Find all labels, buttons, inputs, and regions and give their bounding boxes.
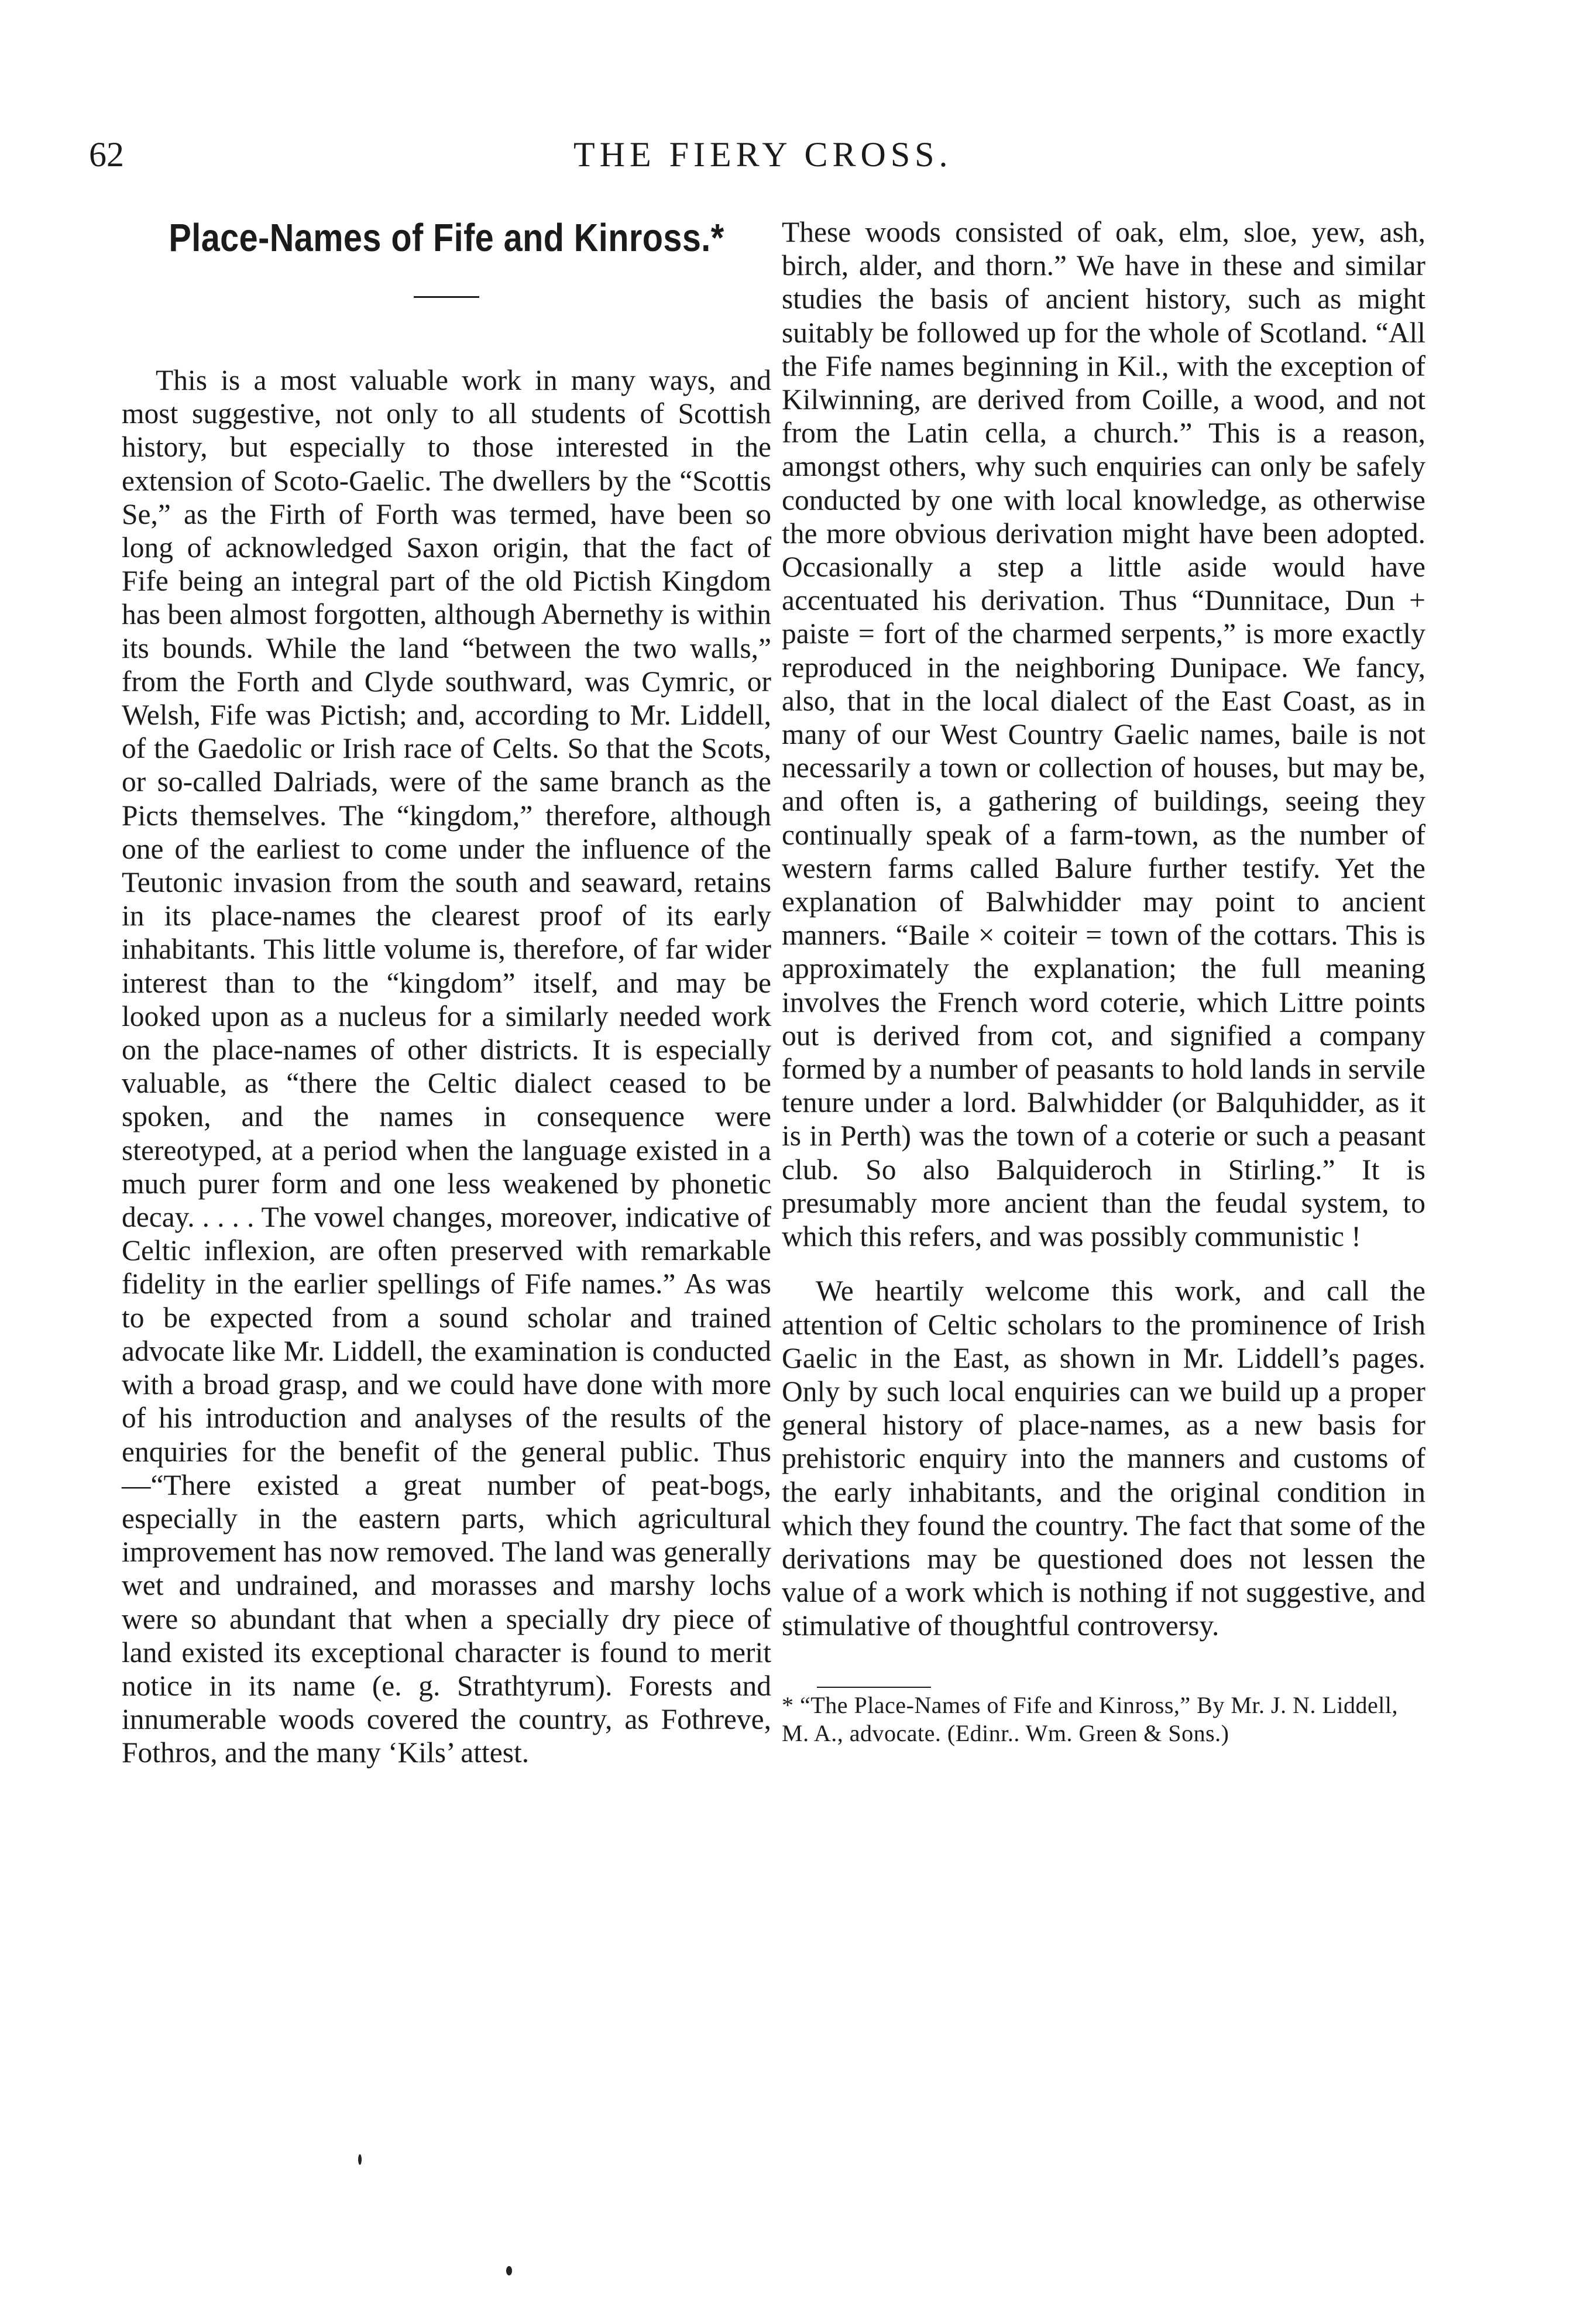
footnote: * “The Place-Names of Fife and Kinross,” By Mr. J. N. Liddell, M. A., advocate. (Edinr.. Wm. Green & Sons.) [782,1691,1399,1746]
body-paragraph: This is a most valuable work in many ways, and most suggestive, not only to all students of Scottish history, but especially to those interested in the extension of Scoto-Gaelic. The dwellers by the “Scottis Se,” as the Firth of Forth was termed, have been so long of acknowledged Saxon origin, that the fact of Fife being an integral part of the old Pictish Kingdom has been almost forgotten, although Abernethy is within its bounds. While the land “between the two walls,” from the Forth and Clyde southward, was Cymric, or Welsh, Fife was Pictish; and, according to Mr. Liddell, of the Gaedolic or Irish race of Celts. So that the Scots, or so-called Dalriads, were of the same branch as the Picts themselves. The “kingdom,” therefore, although one of the earliest to come under the influence of the Teutonic invasion from the south and seaward, retains in its place-names the clearest proof of its early inhabitants. This little volume is, therefore, of far wider interest than to the “kingdom” itself, and may be looked upon as a nucleus for a similarly needed work on the place-names of other districts. It is especially valuable, as “there the Celtic dialect ceased to be spoken, and the names in consequence were stereotyped, at a period when the language existed in a much purer form and one less weakened by phonetic decay. . . . . The vowel changes, moreover, indicative of Celtic inflexion, are often preserved with remarkable fidelity in the earlier spellings of Fife names.” As was to be expected from a sound scholar and trained advocate like Mr. Liddell, the examination is conducted with a broad grasp, and we could have done with more of his introduction and analyses of the results of the enquiries for the benefit of the general public. Thus—“There existed a great number of peat-bogs, especially in the eastern parts, which agricultural improvement has now removed. The land was generally wet and undrained, and morasses and marshy lochs were so abundant that when a specially dry piece of land existed its exceptional character is found to merit notice in its name (e. g. Strathtyrum). Forests and innumerable woods covered the country, as Fothreve, Fothros, and the many ‘Kils’ attest. [122,364,771,1769]
body-paragraph: We heartily welcome this work, and call the attention of Celtic scholars to the prominence of Irish Gaelic in the East, as shown in Mr. Liddell’s pages. Only by such local enquiries can we build up a proper general history of place-names, as a new basis for prehistoric enquiry into the manners and customs of the early inhabitants, and the original condition in which they found the country. The fact that some of the derivations may be questioned does not lessen the value of a work which is nothing if not suggestive, and stimulative of thoughtful controversy. [782,1275,1425,1642]
ink-speck [506,2266,512,2275]
left-column [122,215,771,1770]
footnote-rule [817,1687,931,1688]
ink-speck [358,2154,362,2165]
article-title: Place-Names of Fife and Kinross.* [169,216,724,260]
title-rule [414,296,479,298]
body-paragraph: These woods consisted of oak, elm, sloe, yew, ash, birch, alder, and thorn.” We have in these and similar studies the basis of ancient history, such as might suitably be followed up for the whole of Scotland. “All the Fife names beginning in Kil., with the exception of Kilwinning, are derived from Coille, a wood, and not from the Latin cella, a church.” This is a reason, amongst others, why such enquiries can only be safely conducted by one with local knowledge, as otherwise the more obvious derivation might have been adopted. Occasionally a step a little aside would have accentuated his derivation. Thus “Dunnitace, Dun + paiste = fort of the charmed serpents,” is more exactly reproduced in the neighboring Dunipace. We fancy, also, that in the local dialect of the East Coast, as in many of our West Country Gaelic names, baile is not necessarily a town or collection of houses, but may be, and often is, a gathering of buildings, seeing they continually speak of a farm-town, as the number of western farms called Balure further testify. Yet the explanation of Balwhidder may point to ancient manners. “Baile × coiteir = town of the cottars. This is approximately the explanation; the full meaning involves the French word coterie, which Littre points out is derived from cot, and signified a company formed by a number of peasants to hold lands in servile tenure under a lord. Balwhidder (or Balquhidder, as it is in Perth) was the town of a coterie or such a peasant club. So also Balquideroch in Stirling.” It is presumably more ancient than the feudal system, to which this refers, and was possibly communistic ! [782,216,1425,1253]
running-title: THE FIERY CROSS. [573,135,953,174]
page-number: 62 [89,135,124,174]
right-column [782,215,1425,1748]
